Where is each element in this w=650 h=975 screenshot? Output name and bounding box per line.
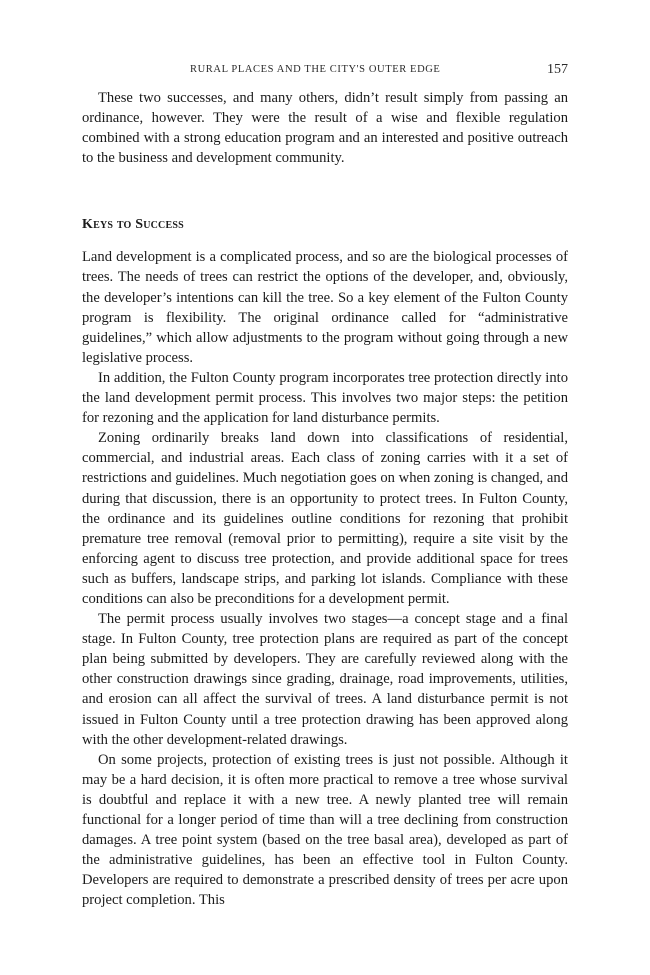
book-page xyxy=(82,60,568,910)
body-paragraph-3: Zoning ordinarily breaks land down into classifications of residential, commercial, and industrial areas. Each class of zoning carries with it a set of restrictions and guidelines. Much negotiation goes on when zoning is changed, and during that discussion, there is an opportunity to protect trees. In Fulton County, the ordinance and its guidelines outline conditions for rezoning that prohibit premature tree removal (removal prior to permitting), require a site visit by the enforcing agent to discuss tree protection, and provide additional space for trees such as buffers, landscape strips, and parking lot islands. Compliance with these conditions can also be preconditions for a development permit. xyxy=(82,430,568,607)
body-paragraph-5: On some projects, protection of existing trees is just not possible. Although it may be a hard decision, it is often more practical to remove a tree whose survival is doubtful and replace it with a new tree. A newly planted tree will remain functional for a longer period of time than will a tree declining from construction damages. A tree point system (based on the tree basal area), developed as part of the administrative guidelines, has been an effective tool in Fulton County. Developers are required to demonstrate a prescribed density of trees per acre upon project completion. This xyxy=(82,751,568,909)
page-number: 157 xyxy=(547,62,568,77)
running-title: RURAL PLACES AND THE CITY'S OUTER EDGE xyxy=(190,64,441,75)
body-paragraph-4: The permit process usually involves two stages—a concept stage and a final stage. In Fulton County, tree protection plans are required as part of the concept plan being submitted by developers. They are carefully reviewed along with the other construction drawings since grading, drainage, road improvements, utilities, and erosion can all affect the survival of trees. A land disturbance permit is not issued in Fulton County until a tree protection drawing has been approved along with the other development-related drawings. xyxy=(82,611,568,748)
body-paragraph-1: Land development is a complicated process, and so are the biological processes of trees. The needs of trees can restrict the options of the developer, and, obviously, the developer’s intentions can kill the tree. So a key element of the Fulton County program is flexibility. The original ordinance called for “administrative guidelines,” which allow adjustments to the program without going through a new legislative process. xyxy=(82,249,568,366)
body-paragraph-2: In addition, the Fulton County program incorporates tree protection directly into the land development permit process. This involves two major steps: the petition for rezoning and the application for land disturbance permits. xyxy=(82,369,568,427)
intro-paragraph: These two successes, and many others, didn’t result simply from passing an ordinance, however. They were the result of a wise and flexible regulation combined with a strong education program and an interested and positive outreach to the business and development community. xyxy=(82,90,568,167)
running-head xyxy=(82,60,568,82)
section-heading: Keys to Success xyxy=(82,217,184,233)
